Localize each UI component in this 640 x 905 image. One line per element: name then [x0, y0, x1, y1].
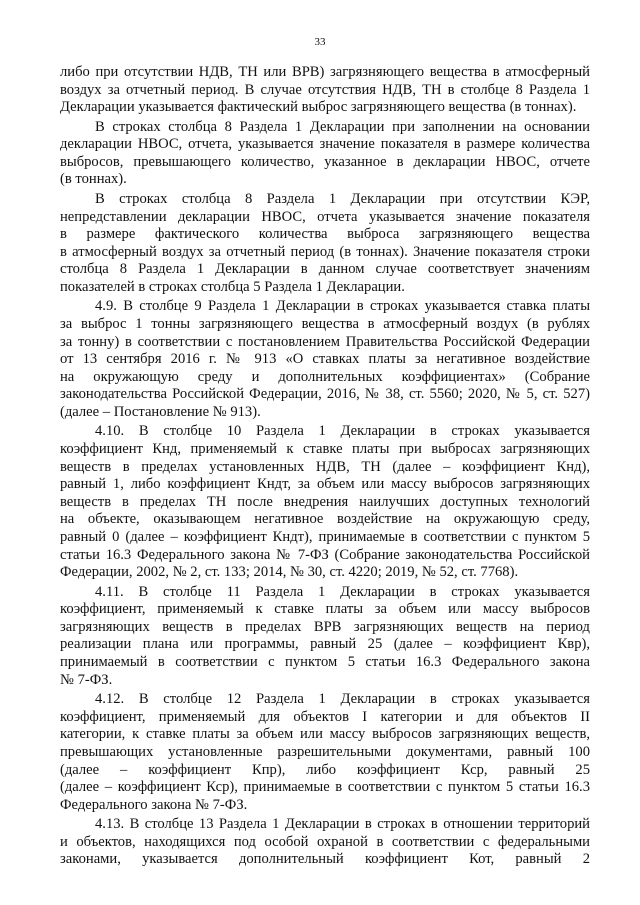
text-line: загрязняющих веществ в пределах ВРВ загрязняющих веществ на период [60, 618, 590, 635]
text-line: статьи 16.3 Федерального закона № 7-ФЗ (Собрание законодательства Российской [60, 546, 590, 563]
text-line: Декларации указывается фактический выброс загрязняющего вещества (в тоннах). [60, 99, 577, 116]
text-line: за тонну) в соответствии с постановлением Правительства Российской Федерации [60, 333, 590, 350]
text-line: коэффициент, применяемый для объектов I категории и для объектов II [60, 708, 590, 725]
text-line: выбросов, превышающего количество, указанное в декларации НВОС, отчете [60, 153, 590, 170]
text-line: от 13 сентября 2016 г. № 913 «О ставках платы за негативное воздействие [60, 351, 590, 368]
text-line: (в тоннах). [60, 171, 127, 188]
text-line: либо при отсутствии НДВ, ТН или ВРВ) загрязняющего вещества в атмосферный [60, 64, 590, 80]
text-line: столбца 8 Раздела 1 Декларации в данном случае соответствует значениям [60, 261, 590, 278]
page-number: 33 [314, 36, 326, 48]
text-line: законами, указывается дополнительный коэффициент Кот, равный 2 [60, 851, 590, 868]
text-line: № 7-ФЗ. [60, 671, 113, 688]
paragraph [60, 119, 590, 189]
text-line: В строках столбца 8 Раздела 1 Декларации при отсутствии КЭР, [95, 190, 590, 207]
text-line: в размере фактического количества выброса загрязняющего вещества [60, 226, 590, 243]
text-line: в атмосферный воздух за отчетный период (в тоннах). Значение показателя строки [60, 243, 590, 260]
paragraph [60, 691, 590, 814]
text-line: на окружающую среду и дополнительных коэффициентах» (Собрание [60, 368, 590, 385]
text-line: принимаемый в соответствии с пунктом 5 статьи 16.3 Федерального закона [60, 654, 590, 671]
text-line: реализации плана или программы, равный 25 (далее – коэффициент Квр), [60, 636, 590, 653]
text-line: (далее – коэффициент Кпр), либо коэффициент Кср, равный 25 [60, 761, 590, 778]
text-line: 4.11. В столбце 11 Раздела 1 Декларации в строках указывается [95, 583, 590, 600]
text-line: показателей в строках столбца 5 Раздела 1 Декларации. [60, 278, 405, 295]
text-line: за выброс 1 тонны загрязняющего вещества в атмосферный воздух (в рублях [60, 315, 590, 332]
text-line: 4.12. В столбце 12 Раздела 1 Декларации в строках указывается [95, 691, 590, 708]
text-line: равный 0 (далее – коэффициент Кндт), принимаемые в соответствии с пунктом 5 [60, 529, 590, 545]
paragraph [60, 191, 590, 297]
text-line: воздух за отчетный период. В случае отсутствия НДВ, ТН в столбце 8 Раздела 1 [60, 81, 590, 98]
text-line: В строках столбца 8 Раздела 1 Декларации при заполнении на основании [95, 118, 590, 135]
document-body [60, 64, 590, 871]
text-line: Федерации, 2002, № 2, ст. 133; 2014, № 30, ст. 4220; 2019, № 52, ст. 7768). [60, 564, 519, 581]
text-line: и объектов, находящихся под особой охраной в соответствии с федеральными [60, 833, 590, 850]
text-line: коэффициент, применяемый к ставке платы за объем или массу выбросов [60, 601, 590, 618]
text-line: веществ в пределах ТН после внедрения наилучших доступных технологий [60, 493, 590, 510]
text-line: коэффициент Кнд, применяемый к ставке платы при выбросах загрязняющих [60, 441, 590, 458]
text-line: Федерального закона № 7-ФЗ. [60, 796, 248, 813]
text-line: веществ в пределах установленных НДВ, ТН (далее – коэффициент Кнд), [60, 458, 590, 475]
text-line: законодательства Российской Федерации, 2016, № 38, ст. 5560; 2020, № 5, ст. 527) [60, 386, 590, 403]
text-line: категории, к ставке платы за объем или массу выбросов загрязняющих веществ, [60, 726, 590, 743]
text-line: превышающих установленные разрешительными документами, равный 100 [60, 743, 590, 760]
text-line: непредставлении декларации НВОС, отчета указывается значение показателя [60, 208, 590, 225]
text-line: на объекте, оказывающем негативное воздействие на окружающую среду, [60, 511, 590, 528]
text-line: равный 1, либо коэффициент Кндт, за объем или массу выбросов загрязняющих [60, 476, 590, 493]
paragraph [60, 423, 590, 581]
paragraph [60, 64, 590, 117]
paragraph [60, 298, 590, 421]
text-line: 4.13. В столбце 13 Раздела 1 Декларации в строках в отношении территорий [95, 816, 590, 833]
paragraph [60, 584, 590, 690]
paragraph [60, 816, 590, 869]
text-line: (далее – Постановление № 913). [60, 403, 261, 420]
text-line: 4.9. В столбце 9 Раздела 1 Декларации в строках указывается ставка платы [95, 298, 590, 315]
text-line: декларации НВОС, отчета, указывается значение показателя в размере количества [60, 136, 590, 153]
text-line: (далее – коэффициент Кср), принимаемые в соответствии с пунктом 5 статьи 16.3 [60, 779, 590, 796]
text-line: 4.10. В столбце 10 Раздела 1 Декларации в строках указывается [95, 423, 590, 440]
